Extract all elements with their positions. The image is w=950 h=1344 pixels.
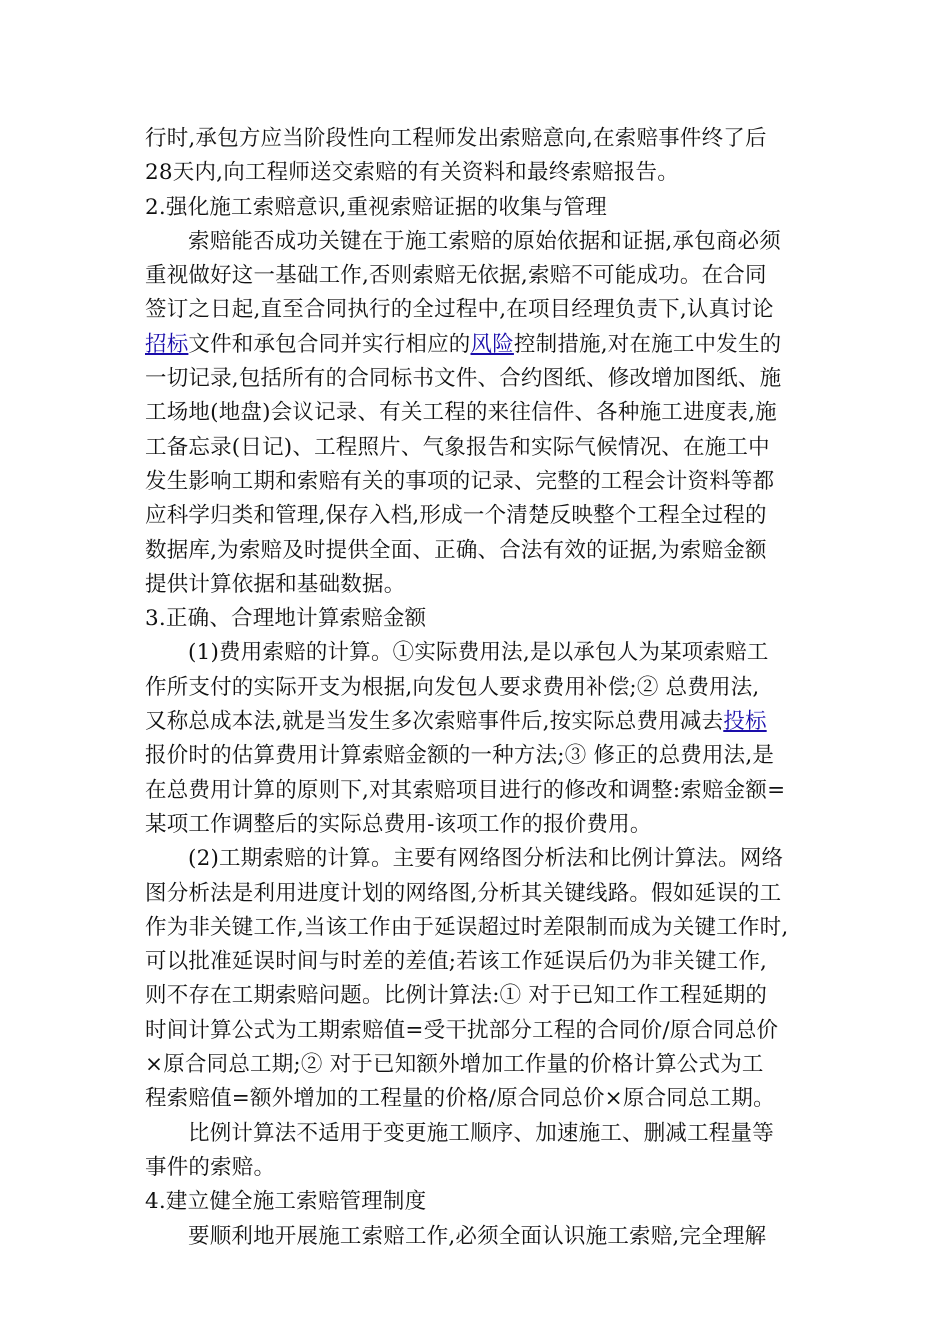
text-line: 工备忘录(日记)、工程照片、气象报告和实际气候情况、在施工中 bbox=[145, 434, 770, 460]
text-line: 一切记录,包括所有的合同标书文件、合约图纸、修改增加图纸、施 bbox=[145, 366, 782, 392]
text-line: 事件的索赔。 bbox=[145, 1154, 276, 1180]
text-line: 则不存在工期索赔问题。比例计算法:① 对于已知工作工程延期的 bbox=[145, 983, 768, 1009]
text-line: 比例计算法不适用于变更施工顺序、加速施工、删减工程量等 bbox=[188, 1120, 774, 1146]
text-line: 索赔能否成功关键在于施工索赔的原始依据和证据,承包商必须 bbox=[188, 228, 781, 254]
text-line: 要顺利地开展施工索赔工作,必须全面认识施工索赔,完全理解 bbox=[188, 1223, 767, 1249]
text-line: (2)工期索赔的计算。主要有网络图分析法和比例计算法。网络 bbox=[188, 846, 784, 872]
text-line bbox=[145, 705, 825, 739]
text-line: 行时,承包方应当阶段性向工程师发出索赔意向,在索赔事件终了后 bbox=[145, 126, 767, 151]
hyperlink[interactable]: 招标 bbox=[145, 331, 189, 357]
text-line: 4.建立健全施工索赔管理制度 bbox=[145, 1189, 427, 1215]
text-line: 作所支付的实际开支为根据,向发包人要求费用补偿;② 总费用法, bbox=[145, 674, 760, 700]
text-line: 提供计算依据和基础数据。 bbox=[145, 571, 406, 597]
text-line: 28天内,向工程师送交索赔的有关资料和最终索赔报告。 bbox=[145, 160, 679, 186]
text-line: 发生影响工期和索赔有关的事项的记录、完整的工程会计资料等都 bbox=[145, 468, 775, 494]
text-line: 重视做好这一基础工作,否则索赔无依据,索赔不可能成功。在合同 bbox=[145, 263, 767, 289]
hyperlink[interactable]: 风险 bbox=[470, 331, 514, 357]
text-line: 程索赔值=额外增加的工程量的价格/原合同总价×原合同总工期。 bbox=[145, 1086, 775, 1112]
document-body bbox=[145, 122, 825, 1254]
text-line: 在总费用计算的原则下,对其索赔项目进行的修改和调整:索赔金额= bbox=[145, 777, 786, 803]
text-line: ×原合同总工期;② 对于已知额外增加工作量的价格计算公式为工 bbox=[145, 1052, 764, 1078]
text-span: 又称总成本法,就是当发生多次索赔事件后,按实际总费用减去 bbox=[145, 709, 724, 735]
text-line: 3.正确、合理地计算索赔金额 bbox=[145, 606, 427, 632]
text-line: (1)费用索赔的计算。①实际费用法,是以承包人为某项索赔工 bbox=[188, 640, 769, 666]
text-line: 可以批准延误时间与时差的差值;若该工作延误后仍为非关键工作, bbox=[145, 949, 768, 975]
text-line: 工场地(地盘)会议记录、有关工程的来往信件、各种施工进度表,施 bbox=[145, 400, 777, 426]
text-line: 应科学归类和管理,保存入档,形成一个清楚反映整个工程全过程的 bbox=[145, 503, 767, 529]
text-line: 某项工作调整后的实际总费用-该项工作的报价费用。 bbox=[145, 811, 652, 837]
text-line: 报价时的估算费用计算索赔金额的一种方法;③ 修正的总费用法,是 bbox=[145, 743, 775, 769]
text-span: 控制措施,对在施工中发生的 bbox=[513, 331, 782, 357]
text-line: 时间计算公式为工期索赔值=受干扰部分工程的合同价/原合同总价 bbox=[145, 1017, 779, 1043]
text-line: 数据库,为索赔及时提供全面、正确、合法有效的证据,为索赔金额 bbox=[145, 537, 767, 563]
text-span: 文件和承包合同并实行相应的 bbox=[188, 331, 471, 357]
text-line: 作为非关键工作,当该工作由于延误超过时差限制而成为关键工作时, bbox=[145, 914, 789, 940]
text-line: 签订之日起,直至合同执行的全过程中,在项目经理负责下,认真讨论 bbox=[145, 297, 774, 323]
hyperlink[interactable]: 投标 bbox=[723, 709, 767, 735]
text-line: 2.强化施工索赔意识,重视索赔证据的收集与管理 bbox=[145, 194, 607, 220]
text-line: 图分析法是利用进度计划的网络图,分析其关键线路。假如延误的工 bbox=[145, 880, 782, 906]
text-line bbox=[145, 328, 825, 362]
